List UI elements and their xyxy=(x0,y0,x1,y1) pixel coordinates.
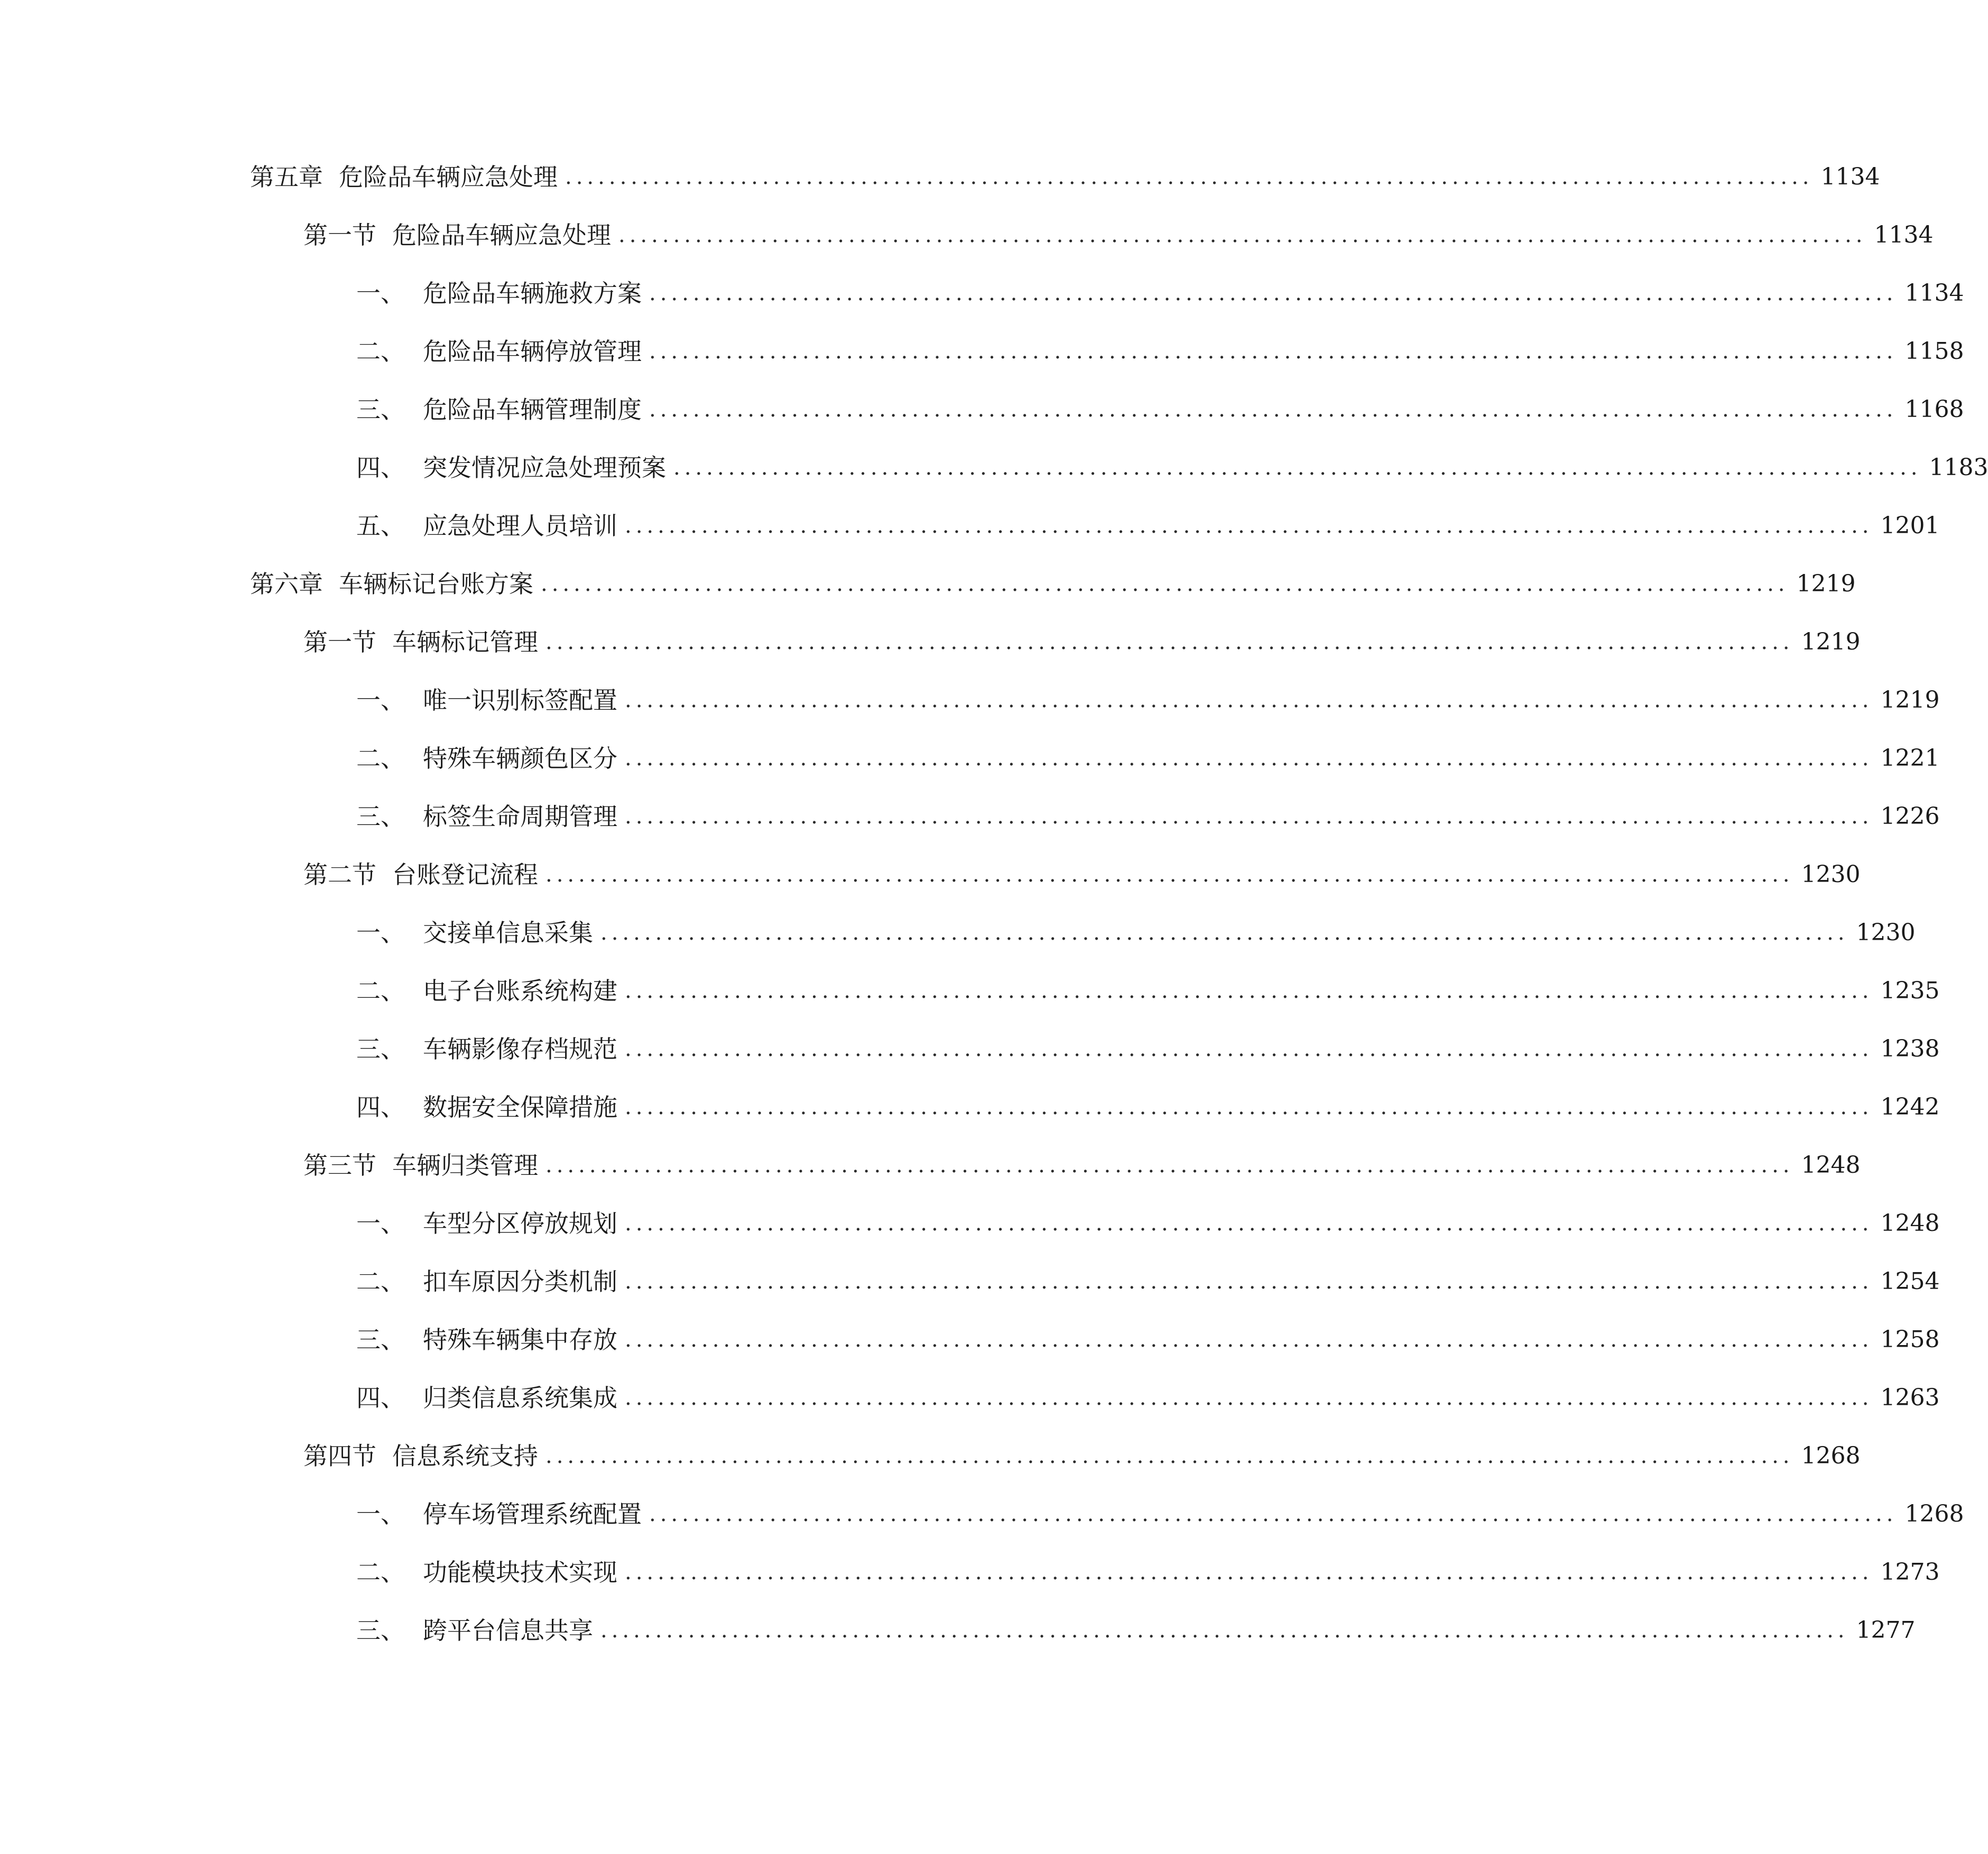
toc-leader-dots: .................................................................................................................. xyxy=(625,979,1873,1003)
toc-entry-number: 第三节 xyxy=(303,1151,376,1180)
toc-entry-title: 扣车原因分类机制 xyxy=(423,1267,617,1296)
toc-entry-page: 1219 xyxy=(1880,687,1940,713)
toc-entry-number: 三、 xyxy=(356,802,405,831)
toc-entry-item[interactable] xyxy=(356,1611,1916,1649)
toc-entry-section[interactable] xyxy=(303,216,1934,254)
toc-entry-page: 1238 xyxy=(1880,1035,1940,1062)
toc-entry-number: 第五章 xyxy=(250,163,323,191)
toc-entry-title: 停车场管理系统配置 xyxy=(423,1500,642,1528)
toc-entry-page: 1230 xyxy=(1856,919,1916,946)
toc-entry-number: 第四节 xyxy=(303,1442,376,1470)
toc-leader-dots: .................................................................................................................. xyxy=(565,165,1814,189)
toc-leader-dots: .................................................................................................................. xyxy=(600,1618,1849,1643)
toc-entry-number: 第二节 xyxy=(303,860,376,889)
toc-entry-number: 二、 xyxy=(356,977,405,1005)
toc-entry-title: 危险品车辆管理制度 xyxy=(423,395,642,424)
toc-entry-page: 1277 xyxy=(1856,1617,1916,1644)
toc-entry-number: 二、 xyxy=(356,744,405,773)
toc-entry-number: 二、 xyxy=(356,1267,405,1296)
toc-entry-number: 一、 xyxy=(356,1500,405,1528)
toc-entry-title: 车辆影像存档规范 xyxy=(423,1035,617,1063)
toc-leader-dots: .................................................................................................................. xyxy=(625,804,1873,829)
toc-entry-page: 1219 xyxy=(1801,628,1861,655)
toc-entry-title: 跨平台信息共享 xyxy=(423,1616,593,1645)
toc-leader-dots: .................................................................................................................. xyxy=(545,630,1794,654)
toc-entry-title: 突发情况应急处理预案 xyxy=(423,453,666,482)
toc-entry-page: 1230 xyxy=(1801,861,1861,888)
toc-entry-page: 1268 xyxy=(1904,1500,1964,1527)
toc-entry-number: 三、 xyxy=(356,1325,405,1354)
toc-entry-page: 1248 xyxy=(1801,1152,1861,1179)
toc-entry-section[interactable] xyxy=(303,623,1861,661)
toc-entry-page: 1235 xyxy=(1880,977,1940,1004)
toc-entry-title: 车辆归类管理 xyxy=(392,1151,538,1180)
toc-entry-page: 1248 xyxy=(1880,1210,1940,1237)
toc-entry-title: 车辆标记管理 xyxy=(392,628,538,656)
toc-entry-number: 一、 xyxy=(356,919,405,947)
toc-entry-title: 归类信息系统集成 xyxy=(423,1384,617,1412)
toc-entry-page: 1273 xyxy=(1880,1559,1940,1586)
toc-entry-item[interactable] xyxy=(356,391,1964,429)
toc-entry-page: 1263 xyxy=(1880,1384,1940,1411)
toc-entry-title: 危险品车辆应急处理 xyxy=(339,163,558,191)
toc-entry-title: 特殊车辆集中存放 xyxy=(423,1325,617,1354)
toc-leader-dots: .................................................................................................................. xyxy=(625,1095,1873,1119)
toc-entry-number: 四、 xyxy=(356,1093,405,1121)
toc-entry-title: 交接单信息采集 xyxy=(423,919,593,947)
toc-leader-dots: .................................................................................................................. xyxy=(545,1153,1794,1178)
toc-entry-page: 1134 xyxy=(1904,280,1964,307)
toc-leader-dots: .................................................................................................................. xyxy=(625,514,1873,538)
toc-entry-page: 1168 xyxy=(1904,396,1964,423)
toc-entry-title: 车辆标记台账方案 xyxy=(339,570,533,598)
toc-entry-item[interactable] xyxy=(356,972,1940,1010)
toc-entry-item[interactable] xyxy=(356,1379,1940,1417)
toc-leader-dots: .................................................................................................................. xyxy=(545,863,1794,887)
toc-leader-dots: .................................................................................................................. xyxy=(649,397,1898,422)
toc-entry-number: 三、 xyxy=(356,395,405,424)
toc-entry-title: 电子台账系统构建 xyxy=(423,977,617,1005)
toc-entry-number: 三、 xyxy=(356,1616,405,1645)
toc-entry-item[interactable] xyxy=(356,914,1916,952)
toc-entry-item[interactable] xyxy=(356,274,1964,312)
toc-entry-number: 第六章 xyxy=(250,570,323,598)
toc-entry-chapter[interactable] xyxy=(250,158,1880,196)
toc-entry-page: 1134 xyxy=(1820,163,1880,190)
toc-leader-dots: .................................................................................................................. xyxy=(545,1444,1794,1468)
toc-leader-dots: .................................................................................................................. xyxy=(625,1328,1873,1352)
toc-entry-item[interactable] xyxy=(356,1553,1940,1591)
toc-entry-number: 五、 xyxy=(356,512,405,540)
toc-leader-dots: .................................................................................................................. xyxy=(649,281,1898,305)
toc-entry-page: 1242 xyxy=(1880,1093,1940,1120)
toc-entry-title: 信息系统支持 xyxy=(392,1442,538,1470)
toc-leader-dots: .................................................................................................................. xyxy=(625,1560,1873,1584)
toc-entry-chapter[interactable] xyxy=(250,565,1856,603)
toc-entry-page: 1254 xyxy=(1880,1268,1940,1295)
toc-entry-title: 危险品车辆施救方案 xyxy=(423,279,642,308)
toc-entry-item[interactable] xyxy=(356,739,1940,777)
toc-entry-page: 1219 xyxy=(1796,570,1856,597)
toc-leader-dots: .................................................................................................................. xyxy=(625,1386,1873,1410)
toc-leader-dots: .................................................................................................................. xyxy=(600,921,1849,945)
toc-entry-item[interactable] xyxy=(356,1088,1940,1126)
toc-entry-number: 第一节 xyxy=(303,628,376,656)
toc-entry-title: 台账登记流程 xyxy=(392,860,538,889)
toc-entry-page: 1221 xyxy=(1880,745,1940,772)
toc-entry-number: 二、 xyxy=(356,337,405,366)
toc-leader-dots: .................................................................................................................. xyxy=(649,1502,1898,1526)
toc-entry-page: 1183 xyxy=(1929,454,1988,481)
toc-entry-item[interactable] xyxy=(356,1321,1940,1359)
toc-leader-dots: .................................................................................................................. xyxy=(625,688,1873,712)
toc-entry-item[interactable] xyxy=(356,1030,1940,1068)
toc-entry-title: 标签生命周期管理 xyxy=(423,802,617,831)
toc-entry-section[interactable] xyxy=(303,1146,1861,1184)
toc-entry-title: 车型分区停放规划 xyxy=(423,1209,617,1238)
toc-entry-title: 危险品车辆应急处理 xyxy=(392,221,611,249)
toc-entry-page: 1201 xyxy=(1880,512,1940,539)
toc-entry-number: 三、 xyxy=(356,1035,405,1063)
toc-entry-number: 一、 xyxy=(356,279,405,308)
toc-entry-title: 特殊车辆颜色区分 xyxy=(423,744,617,773)
toc-leader-dots: .................................................................................................................. xyxy=(625,746,1873,771)
toc-entry-page: 1268 xyxy=(1801,1442,1861,1469)
toc-entry-page: 1258 xyxy=(1880,1326,1940,1353)
toc-leader-dots: .................................................................................................................. xyxy=(618,223,1867,247)
toc-entry-item[interactable] xyxy=(356,449,1988,487)
toc-entry-number: 四、 xyxy=(356,453,405,482)
toc-entry-number: 第一节 xyxy=(303,221,376,249)
toc-entry-item[interactable] xyxy=(356,681,1940,719)
toc-entry-title: 功能模块技术实现 xyxy=(423,1558,617,1587)
toc-leader-dots: .................................................................................................................. xyxy=(673,456,1922,480)
toc-entry-title: 危险品车辆停放管理 xyxy=(423,337,642,366)
toc-leader-dots: .................................................................................................................. xyxy=(649,339,1898,364)
toc-entry-section[interactable] xyxy=(303,1437,1861,1475)
toc-entry-page: 1158 xyxy=(1904,338,1964,365)
toc-entry-number: 四、 xyxy=(356,1384,405,1412)
toc-leader-dots: .................................................................................................................. xyxy=(625,1211,1873,1236)
toc-entry-page: 1226 xyxy=(1880,803,1940,830)
toc-entry-item[interactable] xyxy=(356,798,1940,836)
toc-entry-item[interactable] xyxy=(356,1204,1940,1243)
toc-entry-section[interactable] xyxy=(303,856,1861,894)
toc-leader-dots: .................................................................................................................. xyxy=(625,1037,1873,1061)
toc-entry-item[interactable] xyxy=(356,332,1964,370)
toc-leader-dots: .................................................................................................................. xyxy=(625,1269,1873,1294)
toc-entry-number: 一、 xyxy=(356,686,405,715)
toc-entry-page: 1134 xyxy=(1874,221,1934,248)
toc-entry-item[interactable] xyxy=(356,1263,1940,1301)
toc-entry-title: 唯一识别标签配置 xyxy=(423,686,617,715)
toc-entry-item[interactable] xyxy=(356,507,1940,545)
toc-entry-title: 应急处理人员培训 xyxy=(423,512,617,540)
toc-leader-dots: .................................................................................................................. xyxy=(541,572,1789,596)
toc-entry-number: 二、 xyxy=(356,1558,405,1587)
toc-entry-title: 数据安全保障措施 xyxy=(423,1093,617,1121)
toc-entry-number: 一、 xyxy=(356,1209,405,1238)
toc-entry-item[interactable] xyxy=(356,1495,1964,1533)
